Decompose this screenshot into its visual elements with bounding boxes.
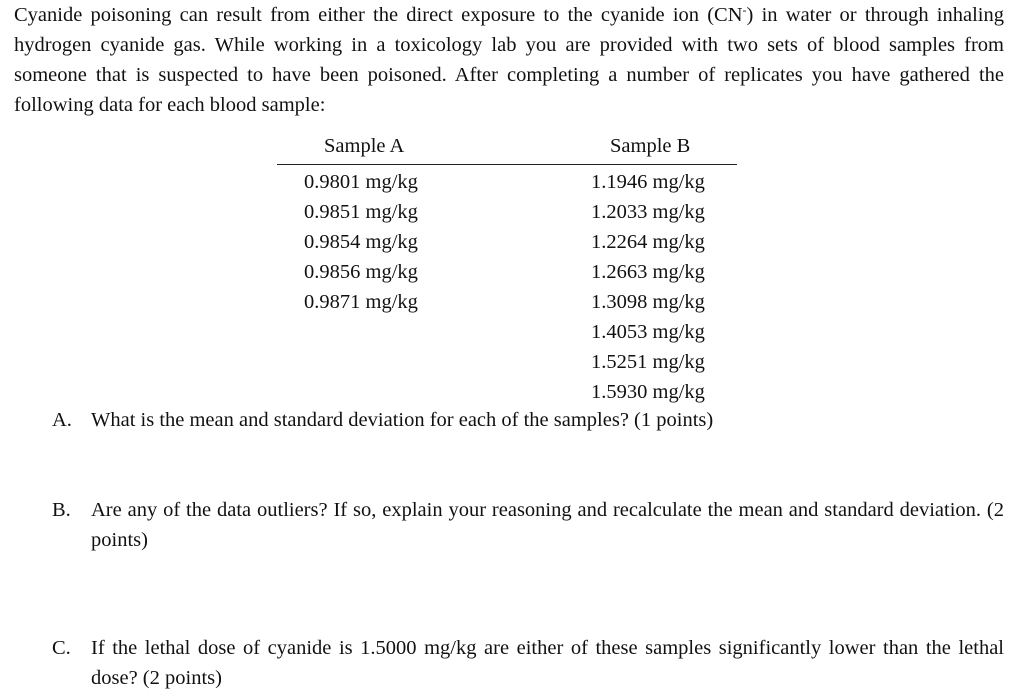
sample-a-value: 0.9854 mg/kg xyxy=(304,231,418,253)
sample-b-header: Sample B xyxy=(610,135,691,157)
sample-a-value: 0.9801 mg/kg xyxy=(304,171,418,193)
intro-text-after-ion: ) in water or through inhaling hydrogen cyanide gas. While working in a toxicology lab you are provided with two sets of blood samples from someone that is suspected to have been poisoned. After completing a number of replicates you have gathered the following data for each blood sample: xyxy=(14,4,1004,116)
intro-paragraph xyxy=(14,0,1004,120)
sample-b-value: 1.1946 mg/kg xyxy=(591,171,705,193)
question-c-text: If the lethal dose of cyanide is 1.5000 mg/kg are either of these samples significantly lower than the lethal dose? (2 points) xyxy=(91,637,1004,689)
sample-a-column xyxy=(304,167,418,317)
sample-b-value: 1.2264 mg/kg xyxy=(591,231,705,253)
sample-a-value: 0.9851 mg/kg xyxy=(304,201,418,223)
question-c xyxy=(52,633,1004,693)
sample-data-table xyxy=(277,134,737,403)
question-b xyxy=(52,495,1004,555)
sample-b-column xyxy=(591,167,705,407)
sample-b-value: 1.5930 mg/kg xyxy=(591,381,705,403)
intro-text-before-ion: Cyanide poisoning can result from either the direct exposure to the cyanide ion (CN xyxy=(14,4,743,26)
sample-b-value: 1.3098 mg/kg xyxy=(591,291,705,313)
question-a-letter: A. xyxy=(52,409,72,431)
question-c-letter: C. xyxy=(52,637,71,659)
sample-a-header: Sample A xyxy=(324,135,405,157)
sample-b-value: 1.2033 mg/kg xyxy=(591,201,705,223)
sample-b-value: 1.2663 mg/kg xyxy=(591,261,705,283)
sample-b-value: 1.4053 mg/kg xyxy=(591,321,705,343)
question-b-text: Are any of the data outliers? If so, explain your reasoning and recalculate the mean and standard deviation. (2 points) xyxy=(91,499,1004,551)
ion-charge-superscript: - xyxy=(742,3,747,17)
sample-a-value: 0.9856 mg/kg xyxy=(304,261,418,283)
sample-a-value: 0.9871 mg/kg xyxy=(304,291,418,313)
sample-b-value: 1.5251 mg/kg xyxy=(591,351,705,373)
question-a xyxy=(52,405,1004,435)
question-b-letter: B. xyxy=(52,499,71,521)
table-header-row xyxy=(277,134,737,165)
question-a-text: What is the mean and standard deviation for each of the samples? (1 points) xyxy=(91,409,714,431)
